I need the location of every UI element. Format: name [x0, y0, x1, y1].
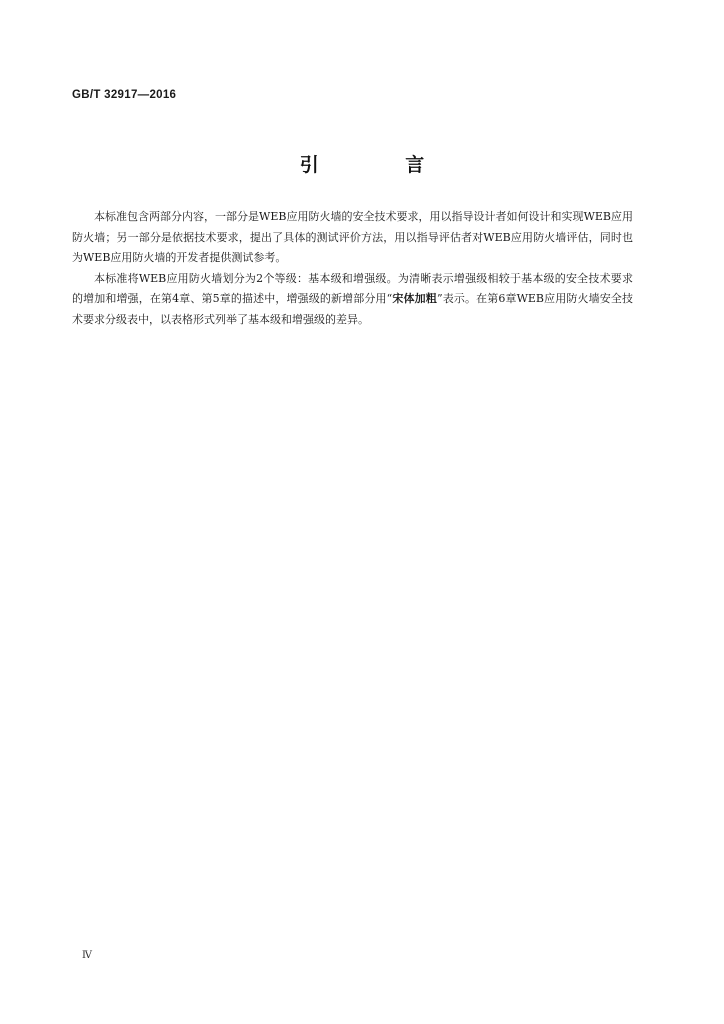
paragraph-2-text-end: ”表示。在第6章WEB应用防火墙安全技术要求分级表中，以表格形式列举了基本级和增强级的差异。 — [72, 292, 634, 326]
introduction-body — [72, 207, 633, 330]
document-code: GB/T 32917—2016 — [72, 89, 177, 101]
page-title: 引 言 — [299, 154, 465, 176]
page-number: Ⅳ — [82, 950, 92, 961]
paragraph-2-text-start: 本标准将WEB应用防火墙划分为2个等级：基本级和增强级。为清晰表示增强级相较于基本级的安全技术要求的增加和增强，在第4章、第5章的描述中，增强级的新增部分用“ — [72, 271, 633, 305]
bold-emphasis-text: 宋体加粗 — [392, 292, 437, 305]
paragraph-2 — [72, 269, 633, 331]
paragraph-1: 本标准包含两部分内容，一部分是WEB应用防火墙的安全技术要求，用以指导设计者如何设计和实现WEB应用防火墙；另一部分是依据技术要求，提出了具体的测试评价方法，用以指导评估者对WEB应用防火墙评估，同时也为WEB应用防火墙的开发者提供测试参考。 — [72, 210, 633, 264]
